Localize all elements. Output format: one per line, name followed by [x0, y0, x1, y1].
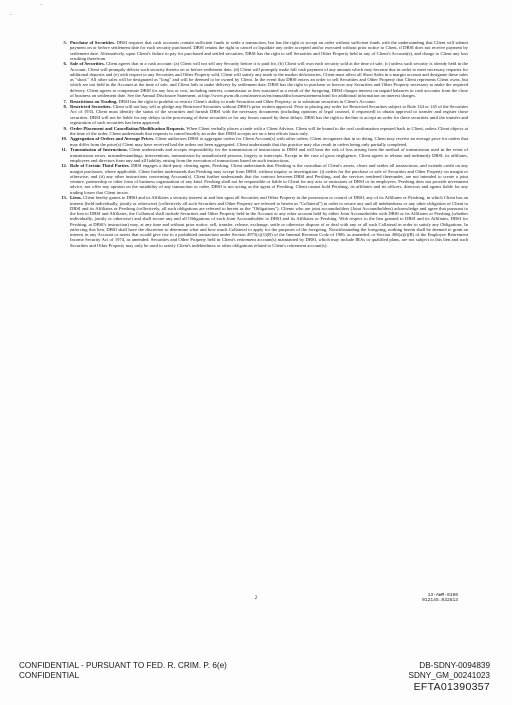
list-item	[56, 61, 468, 98]
scan-artifact: ·	[40, 2, 42, 9]
item-text: Client authorizes DBSI to aggregate orders for Client Account(s) with other orders. Client recognizes that in so doing, Client may receive an average price for orders that may differ from the price(s) Client may have received had the orders not been aggregated. Client understands that this practice may also result in orders being only partially completed.	[70, 136, 468, 147]
item-number: 10.	[61, 136, 67, 142]
item-number: 8.	[63, 104, 67, 110]
item-text: DBSI requires that cash accounts contain sufficient funds to settle a transaction, but has the right to accept an order without sufficient funds with the understanding that Client will submit payment on or before settlement date for each security purchased. DBSI retains the right to cancel or liquidate any order accepted and/or executed without prior notice to Client, if DBSI does not receive payment by settlement date. Alternatively, upon Client's failure to pay for purchased and settled securities, DBSI has the right to sell Securities and Other Property held in any of Client's Account(s), and charge to Client any loss resulting therefrom.	[70, 40, 468, 61]
item-number: 9.	[63, 125, 67, 131]
list-item	[56, 104, 468, 125]
item-title: Liens.	[70, 195, 82, 201]
item-text: DBSI engages a third-party clearing agent, Pershing. Client understands that Pershing is the custodian of Client's assets, clears and settles all transactions, and extends credit on any margin purchases, where applicable. Client further understands that Pershing may accept from DBSI, without inquiry or investigation: (i) orders for the purchase or sale of Securities and Other Property on margin or otherwise, and (ii) any other instructions concerning Account(s). Client further understands that the contract between DBSI and Pershing, and the services rendered thereunder, are not intended to create a joint venture, partnership or other form of business organization of any kind. Pershing shall not be responsible or liable to Client for any acts or omissions of DBSI or its employees. Pershing does not provide investment advice, nor offer any opinion on the suitability of any transaction or order. DBSI is not acting as the agent of Pershing. Client cannot hold Pershing, its affiliates and its officers, directors and agents liable for any trading losses that Client incurs.	[70, 163, 468, 195]
list-item	[56, 195, 468, 248]
item-body	[70, 126, 468, 137]
scan-artifact: ·	[10, 12, 12, 19]
item-title: Purchase of Securities.	[70, 40, 116, 45]
item-number: 11.	[61, 147, 67, 153]
item-number: 13.	[61, 195, 67, 201]
item-text: Client understands and accepts responsibility for the transmission of instructions to DBSI and will bear the risk of loss arising from the method of transmission used in the event of transmission errors, misunderstandings, interventions, transmission by unauthorized persons, forgery or intercepts. Except in the case of gross negligence, Client agrees to release and indemnify DBSI, its affiliates, employees and directors from any and all liability arising from the execution of transactions based on such instructions.	[70, 147, 468, 163]
item-body	[70, 99, 468, 104]
item-title: Order Placement and Cancellation/Modification Requests.	[70, 125, 186, 131]
item-text: Client will not buy, sell or pledge any Restricted Securities without DBSI's prior written approval. Prior to placing any order for Restricted Securities subject to Rule 144 or 145 of the Securities Act of 1933, Client must identify the status of the securities and furnish DBSI with the necessary documents (including opinions of legal counsel, if requested) to obtain approval to transfer and register those securities. DBSI will not be liable for any delays in the processing of these securities or for any losses caused by these delays. DBSI has the right to decline to accept an order for these securities until the transfer and registration of such securities has been approved.	[70, 104, 468, 125]
item-title: Role of Certain Third Parties.	[70, 163, 130, 169]
item-body	[70, 136, 468, 147]
list-item	[56, 136, 468, 147]
item-number: 5.	[63, 40, 67, 45]
list-item	[56, 147, 468, 163]
item-title: Sale of Securities.	[70, 61, 105, 67]
item-title: Restrictions on Trading.	[70, 98, 118, 104]
item-title: Aggregation of Orders and Average Prices.	[70, 136, 155, 142]
bates-numbers	[409, 661, 490, 693]
item-number: 12.	[61, 163, 67, 169]
item-text: Client hereby grants to DBSI and its Affiliates a security interest in and lien upon all Securities and Other Property in the possession or control of DBSI, any of its Affiliates or Pershing, in which Client has an interest (held individually, jointly or otherwise) (collectively all such Securities and Other Property are referred to herein as "Collateral") in order to secure any and all indebtedness or any other obligation of Client to DBSI and its Affiliates or Pershing (collectively, all such obligations are referred to herein as the "Obligations"). Clients who are joint accountholders (Joint Accountholders) acknowledge and agree that pursuant to the lien to DBSI and Affiliates, the Collateral shall include Securities and Other Property held in the Account or any other account held by either Joint Accountholder with DBSI or its Affiliates or Pershing (whether individually, jointly or otherwise) and shall secure any and all Obligations of each Joint Accountholder to DBSI and its Affiliates or Pershing. With respect to the lien granted to DBSI and its Affiliates, DBSI for Pershing, at DBSI's instruction) may, at any time and without prior notice, sell, transfer, release, exchange, settle or otherwise dispose of or deal with any or all such Collateral in order to satisfy any Obligations. In enforcing this lien, DBSI shall have the discretion to determine what and how much Collateral to apply for the purposes of the foregoing. Notwithstanding the foregoing, nothing herein shall be deemed to grant an interest in any Account or assets that would give rise to a prohibited transaction under Section 4975(c)(1)(B) of the Internal Revenue Code of 1986, as amended, or Section 406(a)(i)(B) of the Employee Retirement Income Security Act of 1974, as amended. Securities and Other Property held in Client's retirement account(s) maintained by DBSI, which may include IRAs or qualified plans, are not subject to this lien and such Securities and Other Property may only be used to satisfy Client's indebtedness or other obligations related to Client's retirement account(s).	[70, 195, 468, 248]
form-code-line: 012145.032813	[422, 598, 458, 604]
form-code-line: 13-AWM-0196	[427, 593, 458, 598]
item-title: Transmission of Instructions.	[70, 147, 128, 153]
item-body	[70, 147, 468, 163]
item-body	[70, 61, 468, 98]
item-body	[70, 40, 468, 61]
item-number: 7.	[63, 98, 67, 104]
bates-number: SDNY_GM_00241023	[408, 671, 490, 680]
form-code	[422, 593, 458, 603]
list-item	[56, 163, 468, 195]
page-number: 2	[254, 596, 258, 601]
item-body	[70, 163, 468, 195]
item-body	[70, 104, 468, 125]
confidentiality-notice: CONFIDENTIAL - PURSUANT TO FED. R. CRIM. P. 6(e)	[19, 661, 227, 670]
bates-number: DB-SDNY-0094839	[419, 661, 490, 670]
item-title: Restricted Securities.	[70, 104, 112, 110]
confidentiality-label: CONFIDENTIAL	[19, 671, 80, 680]
terms-list	[56, 40, 468, 248]
list-item	[56, 40, 468, 61]
item-text: When Client verbally places a trade with a Client Advisor, Client will be bound to the oral confirmation repeated back to Client, unless Client objects at the time of the order. Client understands that requests to cancel/modify an order that DBSI accepts are on a best efforts basis only.	[70, 125, 469, 136]
efta-number: EFTA01390357	[413, 681, 490, 693]
list-item	[56, 99, 468, 104]
item-number: 6.	[63, 61, 67, 67]
item-body	[70, 195, 468, 248]
item-text: Client agrees that in a cash account: (a) Client will not sell any Security before it is paid for, (b) Client will own each security sold at the time of sale, (c) unless such security is already held in the Account, Client will promptly deliver such security thereto on or before settlement date, (d) Client will promptly make full cash payment of any amount which may become due in order to meet necessary requests for additional deposits and (e) with respect to any Securities and Other Property sold, Client will satisfy any mark to the market deficiencies. Client must affect all Short Sales in a margin account and designate these sales as "short." All other sales will be designated as "long" and will be deemed to be owned by Client. In the event that DBSI enters an order to sell Securities and Other Property that Client represents Client owns, but which are not held in the Account at the time of sale, and Client fails to make delivery by settlement date, DBSI has the right to purchase or borrow any Securities and Other Property necessary to make the required delivery. Client agrees to compensate DBSI for any loss or cost, including interest, commission or fees sustained as a result of the foregoing. DBSI charges interest on unpaid balances in cash accounts from the close of business on settlement date. See the Annual Disclosure Statement, at http://www.pwm.db.com/americas/en/annualdisclosurestatement.html for additional information on interest charges.	[70, 61, 469, 98]
item-text: DBSI has the right to prohibit or restrict Client's ability to trade Securities and Other Property, or to substitute securities in Client's Account.	[118, 98, 376, 104]
list-item	[56, 126, 468, 137]
confidentiality-footer	[19, 661, 227, 681]
